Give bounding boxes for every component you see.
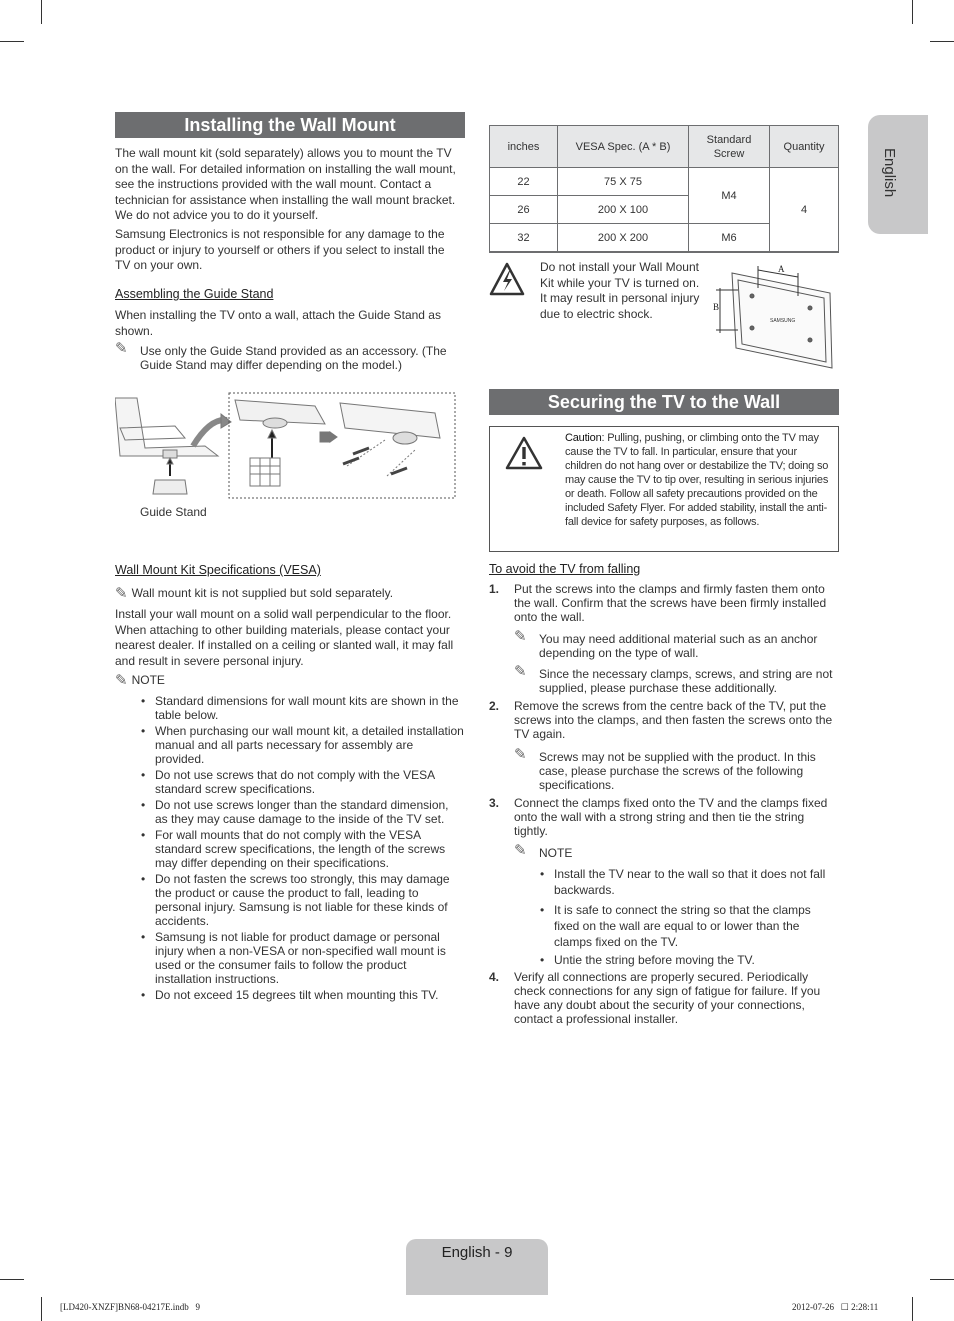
step-item (489, 796, 835, 968)
diagram-label-a: A (778, 264, 785, 274)
step-note-text: Since the necessary clamps, screws, and string are not supplied, please purchase these additionally. (539, 667, 833, 695)
section-title-securing: Securing the TV to the Wall (489, 389, 839, 415)
guide-stand-illustration (115, 388, 460, 503)
crop-mark (41, 1297, 42, 1321)
pencil-note-icon: ✎ (514, 746, 527, 763)
step-item (489, 970, 835, 1026)
note-item: • For wall mounts that do not comply with the VESA standard screw specifications, the length of the screws may differ depending on their specifications. (139, 828, 464, 870)
table-cell: M4 (689, 168, 770, 224)
page-number-tab (406, 1239, 548, 1295)
step-item (489, 699, 835, 792)
note-item: • Do not use screws that do not comply with the VESA standard screw specifications. (139, 768, 464, 796)
table-cell: 22 (490, 168, 558, 196)
guide-stand-note-text: Use only the Guide Stand provided as an accessory. (The Guide Stand may differ depending on the model.) (140, 344, 447, 372)
note-item: • Samsung is not liable for product damage or personal injury when a non-VESA or non-specified wall mount is used or the consumer fails to follow the product installation instructions. (139, 930, 464, 986)
crop-mark (930, 1279, 954, 1280)
table-cell: 75 X 75 (558, 168, 689, 196)
step-note-text: You may need additional material such as an anchor depending on the type of wall. (539, 632, 818, 660)
print-timestamp: 2012-07-26 ☐ 2:28:11 (792, 1302, 879, 1312)
table-cell: 26 (490, 196, 558, 224)
diagram-brand-label: SAMSUNG (770, 318, 796, 324)
language-tab-label: English (881, 148, 898, 198)
vesa-diagram (712, 258, 837, 370)
caution-box (489, 426, 839, 552)
language-side-tab (868, 115, 928, 234)
wall-mount-notes-list (139, 694, 464, 1004)
crop-mark (41, 0, 42, 24)
note-label-row (115, 673, 165, 688)
crop-mark (0, 41, 24, 42)
table-cell: 200 X 100 (558, 196, 689, 224)
step-number: 4. (489, 970, 500, 984)
vesa-heading: Wall Mount Kit Specifications (VESA) (115, 563, 321, 577)
page-number-label: English - 9 (441, 1244, 513, 1261)
step-text: Verify all connections are properly secured. Periodically check connections for any sign of fatigue for failure. If you have any doubt about the security of your connections, contact a professional installer. (514, 970, 821, 1026)
caution-warning-icon (504, 435, 544, 471)
table-row (490, 168, 839, 196)
vesa-note-text: Wall mount kit is not supplied but sold separately. (131, 586, 394, 600)
step3-bullet: • Untie the string before moving the TV. (538, 952, 835, 968)
file-info: [LD420-XNZF]BN68-04217E.indb 9 (60, 1302, 200, 1312)
note-item: • Standard dimensions for wall mount kits are shown in the table below. (139, 694, 464, 722)
step-note-label: NOTE (539, 846, 573, 860)
step3-bullet: • Install the TV near to the wall so that it does not fall backwards. (538, 866, 835, 898)
guide-stand-note (115, 340, 460, 372)
step-number: 3. (489, 796, 500, 810)
step-note (514, 746, 835, 792)
caution-label: Caution (565, 432, 602, 444)
table-header: inches (490, 126, 558, 168)
step-note (514, 663, 835, 695)
securing-steps-list (489, 582, 835, 1028)
guide-stand-text: When installing the TV onto a wall, attach the Guide Stand as shown. (115, 308, 441, 338)
guide-stand-heading: Assembling the Guide Stand (115, 287, 274, 301)
electric-shock-warning: Do not install your Wall Mount Kit while your TV is turned on. It may result in personal injury due to electric shock. (540, 260, 700, 321)
table-cell: 200 X 200 (558, 224, 689, 252)
step-item (489, 582, 835, 695)
table-cell: M6 (689, 224, 770, 252)
table-header: VESA Spec. (A * B) (558, 126, 689, 168)
crop-mark (912, 1297, 913, 1321)
step-text: Connect the clamps fixed onto the TV and the clamps fixed onto the wall with a strong string and then tie the string tightly. (514, 796, 828, 838)
step3-bullet: • It is safe to connect the string so that the clamps fixed on the wall are equal to or lower than the clamps fixed on the TV. (538, 902, 835, 950)
electric-shock-icon (489, 262, 525, 296)
pencil-note-icon: ✎ (514, 842, 527, 859)
step-text: Remove the screws from the centre back of the TV, put the screws into the clamps, and then fasten the screws onto the TV again. (514, 699, 833, 741)
table-bottom-rule (489, 252, 839, 253)
section-title-wall-mount: Installing the Wall Mount (115, 112, 465, 138)
avoid-falling-heading: To avoid the TV from falling (489, 562, 641, 576)
crop-mark (912, 0, 913, 24)
pencil-note-icon: ✎ (514, 663, 527, 680)
disclaimer-paragraph: Samsung Electronics is not responsible for any damage to the product or injury to yourself or others if you select to install the TV on your own. (115, 227, 445, 273)
step-number: 2. (489, 699, 500, 713)
note-item: • Do not use screws longer than the standard dimension, as they may cause damage to the inside of the TV set. (139, 798, 464, 826)
table-header: Quantity (770, 126, 839, 168)
note-item: • When purchasing our wall mount kit, a detailed installation manual and all parts necessary for assembly are provided. (139, 724, 464, 766)
caution-text (565, 431, 833, 529)
diagram-label-b: B (713, 302, 720, 312)
step-text: Put the screws into the clamps and firmly fasten them onto the wall. Confirm that the screws have been firmly installed onto the wall. (514, 582, 827, 624)
vesa-spec-table (489, 125, 839, 252)
table-cell: 32 (490, 224, 558, 252)
step-note-label-row (514, 842, 835, 860)
step-note-text: Screws may not be supplied with the product. In this case, please purchase the screws of the following specifications. (539, 750, 816, 792)
table-cell: 4 (770, 168, 839, 252)
pencil-note-icon: ✎ (115, 585, 128, 602)
step3-bullets (514, 866, 835, 968)
table-header: Standard Screw (689, 126, 770, 168)
vesa-note (115, 586, 460, 601)
step-note (514, 628, 835, 660)
crop-mark (0, 1279, 24, 1280)
guide-stand-diagram (115, 388, 460, 503)
note-label: NOTE (131, 673, 165, 687)
caution-body: : Pulling, pushing, or climbing onto the TV may cause the TV to fall. In particular, ensure that your children do not hang over or destabilize the TV; doing so may cause the TV to tip over, resulting in serious injuries or death. Follow all safety precautions provided on the included Safety Flyer. For added stability, install the anti-fall device for safety purposes, as follows. (565, 432, 829, 528)
guide-stand-caption: Guide Stand (140, 505, 207, 519)
pencil-note-icon: ✎ (115, 672, 128, 689)
note-item: • Do not exceed 15 degrees tilt when mounting this TV. (139, 988, 464, 1002)
crop-mark (930, 41, 954, 42)
pencil-note-icon: ✎ (514, 628, 527, 645)
pencil-note-icon: ✎ (115, 340, 128, 357)
note-item: • Do not fasten the screws too strongly, this may damage the product or cause the product to fall, leading to personal injury. Samsung is not liable for these kinds of accidents. (139, 872, 464, 928)
vesa-paragraph: Install your wall mount on a solid wall perpendicular to the floor. When attaching to other building materials, please contact your nearest dealer. If installed on a ceiling or slanted wall, it may fall and result in severe personal injury. (115, 607, 454, 668)
intro-paragraph: The wall mount kit (sold separately) allows you to mount the TV on the wall. For detailed information on installing the wall mount, see the instructions provided with the wall mount. Contact a technician for assistance when installing the wall mount bracket. We do not advice you to do it yourself. (115, 146, 456, 223)
step-number: 1. (489, 582, 500, 596)
